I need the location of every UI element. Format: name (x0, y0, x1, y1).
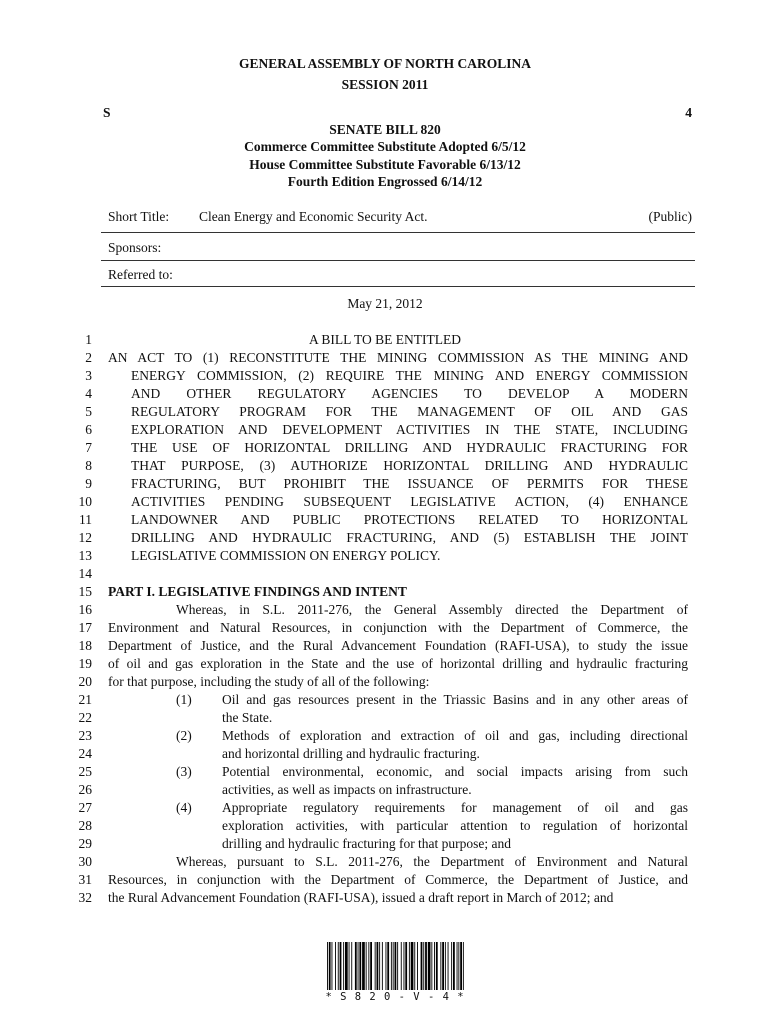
line-number: 23 (78, 728, 92, 743)
barcode-bar (343, 942, 344, 990)
barcode-bar (340, 942, 342, 990)
barcode-bar (463, 942, 464, 990)
act-line: THE USE OF HORIZONTAL DRILLING AND HYDRAULIC FRACTURING FOR (131, 440, 688, 455)
assembly-title: GENERAL ASSEMBLY OF NORTH CAROLINA (238, 56, 532, 71)
line-number: 32 (78, 890, 92, 905)
barcode-bar (457, 942, 458, 990)
line-number: 3 (85, 368, 92, 383)
line-number: 26 (78, 782, 92, 797)
chamber-letter: S (103, 105, 111, 120)
body-line: Environment and Natural Resources, in conjunction with the Department of Commerce, the (108, 620, 688, 635)
barcode-bar (366, 942, 367, 990)
barcode-bar (434, 942, 435, 990)
line-number: 9 (85, 476, 92, 491)
barcode-bar (453, 942, 455, 990)
line-number: 10 (78, 494, 92, 509)
line-number: 13 (78, 548, 92, 563)
body-line: Resources, in conjunction with the Department of Commerce, the Department of Justice, and (108, 872, 688, 887)
list-item: Methods of exploration and extraction of oil and gas, including directional (222, 728, 688, 743)
part-heading: PART I. LEGISLATIVE FINDINGS AND INTENT (108, 584, 407, 599)
barcode-bar (335, 942, 336, 990)
body-line: of oil and gas exploration in the State and the use of horizontal drilling and hydraulic fracturing (108, 656, 688, 671)
barcode-bar (386, 942, 387, 990)
barcode-bar (351, 942, 352, 990)
body-line: the Rural Advancement Foundation (RAFI-USA), issued a draft report in March of 2012; and (108, 890, 614, 905)
rule-2 (101, 260, 695, 261)
line-number: 25 (78, 764, 92, 779)
barcode-bar (355, 942, 357, 990)
referred-label: Referred to: (108, 267, 173, 282)
barcode-bar (448, 942, 449, 990)
barcode-bar (349, 942, 350, 990)
list-item: Oil and gas resources present in the Triassic Basins and in any other areas of (222, 692, 688, 707)
barcode-bar (358, 942, 359, 990)
line-number: 15 (78, 584, 92, 599)
body-line: Whereas, in S.L. 2011-276, the General Assembly directed the Department of (176, 602, 688, 617)
line-number: 22 (78, 710, 92, 725)
barcode-bar (401, 942, 402, 990)
list-item: the State. (222, 710, 273, 725)
barcode-bar (391, 942, 392, 990)
public-label: (Public) (648, 209, 692, 224)
act-line: DRILLING AND HYDRAULIC FRACTURING, AND (5) ESTABLISH THE JOINT (131, 530, 688, 545)
act-line: LANDOWNER AND PUBLIC PROTECTIONS RELATED TO HORIZONTAL (131, 512, 688, 527)
barcode-bar (417, 942, 418, 990)
list-number: (3) (176, 764, 192, 779)
barcode-image (325, 942, 465, 992)
barcode-bar (368, 942, 369, 990)
barcode-bar (362, 942, 365, 990)
body-line: Whereas, pursuant to S.L. 2011-276, the Department of Environment and Natural (176, 854, 688, 869)
list-item: and horizontal drilling and hydraulic fracturing. (222, 746, 480, 761)
barcode-bar (332, 942, 333, 990)
barcode-bar (387, 942, 389, 990)
barcode-bar (436, 942, 438, 990)
barcode-bar (379, 942, 380, 990)
barcode-bar (442, 942, 444, 990)
line-number: 2 (85, 350, 92, 365)
list-number: (4) (176, 800, 192, 815)
line-number: 31 (78, 872, 92, 887)
barcode-bar (397, 942, 398, 990)
line-number: 18 (78, 638, 92, 653)
act-line: ACTIVITIES PENDING SUBSEQUENT LEGISLATIVE ACTION, (4) ENHANCE (131, 494, 688, 509)
line-number: 11 (79, 512, 92, 527)
barcode-bar (359, 942, 361, 990)
act-line: AN ACT TO (1) RECONSTITUTE THE MINING COMMISSION AS THE MINING AND (108, 350, 688, 365)
bill-title: SENATE BILL 820 (329, 122, 441, 137)
line-number: 16 (78, 602, 92, 617)
line-number: 5 (85, 404, 92, 419)
edition-line-1: Commerce Committee Substitute Adopted 6/5/12 (244, 139, 526, 154)
act-line: REGULATORY PROGRAM FOR THE MANAGEMENT OF OIL AND GAS (131, 404, 688, 419)
barcode-bar (409, 942, 410, 990)
list-item: activities, as well as impacts on infrastructure. (222, 782, 472, 797)
barcode-bar (440, 942, 441, 990)
barcode-bar (414, 942, 415, 990)
line-number: 6 (85, 422, 92, 437)
line-number: 12 (78, 530, 92, 545)
line-number: 14 (78, 566, 92, 581)
line-number: 29 (78, 836, 92, 851)
barcode-bar (329, 942, 331, 990)
sponsors-label: Sponsors: (108, 240, 162, 255)
barcode-bar (421, 942, 423, 990)
edition-line-3: Fourth Edition Engrossed 6/14/12 (287, 174, 483, 189)
barcode-bar (460, 942, 462, 990)
list-number: (1) (176, 692, 192, 707)
act-line: EXPLORATION AND DEVELOPMENT ACTIVITIES IN THE STATE, INCLUDING (131, 422, 688, 437)
edition-number: 4 (685, 105, 692, 120)
line-number: 30 (78, 854, 92, 869)
barcode-bar (395, 942, 397, 990)
act-line: LEGISLATIVE COMMISSION ON ENERGY POLICY. (131, 548, 441, 563)
line-number: 27 (78, 800, 92, 815)
body-line: for that purpose, including the study of all of the following: (108, 674, 430, 689)
short-title-label: Short Title: (108, 209, 170, 224)
list-item: Appropriate regulatory requirements for management of oil and gas (222, 800, 688, 815)
line-number: 24 (78, 746, 92, 761)
barcode-bar (393, 942, 394, 990)
list-item: exploration activities, with particular attention to regulation of horizontal (222, 818, 688, 833)
line-number: 8 (85, 458, 92, 473)
line-number: 17 (78, 620, 92, 635)
barcode-bar (458, 942, 459, 990)
act-line: THAT PURPOSE, (3) AUTHORIZE HORIZONTAL DRILLING AND HYDRAULIC (131, 458, 688, 473)
act-line: FRACTURING, BUT PROHIBIT THE ISSUANCE OF PERMITS FOR THESE (131, 476, 688, 491)
barcode-bar (404, 942, 405, 990)
short-title: Clean Energy and Economic Security Act. (199, 209, 428, 224)
rule-1 (101, 232, 695, 233)
line-number: 28 (78, 818, 92, 833)
barcode-bar (411, 942, 414, 990)
list-number: (2) (176, 728, 192, 743)
session-title: SESSION 2011 (341, 77, 429, 92)
barcode-bar (377, 942, 379, 990)
act-line: ENERGY COMMISSION, (2) REQUIRE THE MINING AND ENERGY COMMISSION (131, 368, 688, 383)
list-item: drilling and hydraulic fracturing for that purpose; and (222, 836, 512, 851)
bill-date: May 21, 2012 (347, 296, 423, 311)
barcode-bar (445, 942, 446, 990)
body-line: Department of Justice, and the Rural Advancement Foundation (RAFI-USA), to study the issue (108, 638, 688, 653)
barcode-bar (370, 942, 372, 990)
barcode-bar (345, 942, 348, 990)
barcode-bar (382, 942, 383, 990)
barcode-bar (428, 942, 431, 990)
barcode-bar (327, 942, 328, 990)
barcode-bar (375, 942, 376, 990)
bill-heading: A BILL TO BE ENTITLED (309, 332, 461, 347)
barcode-bar (405, 942, 407, 990)
barcode-text: * S 8 2 0 - V - 4 * (325, 991, 465, 1003)
line-number: 21 (78, 692, 92, 707)
line-number: 7 (85, 440, 92, 455)
barcode-bar (451, 942, 452, 990)
list-item: Potential environmental, economic, and social impacts arising from such (222, 764, 688, 779)
barcode-bar (431, 942, 432, 990)
barcode-bar (425, 942, 427, 990)
edition-line-2: House Committee Substitute Favorable 6/13/12 (249, 157, 521, 172)
line-number: 1 (85, 332, 92, 347)
line-number: 4 (85, 386, 92, 401)
line-number: 19 (78, 656, 92, 671)
line-number: 20 (78, 674, 92, 689)
rule-3 (101, 286, 695, 287)
act-line: AND OTHER REGULATORY AGENCIES TO DEVELOP A MODERN (131, 386, 688, 401)
barcode-bar (338, 942, 339, 990)
barcode-bar (423, 942, 424, 990)
